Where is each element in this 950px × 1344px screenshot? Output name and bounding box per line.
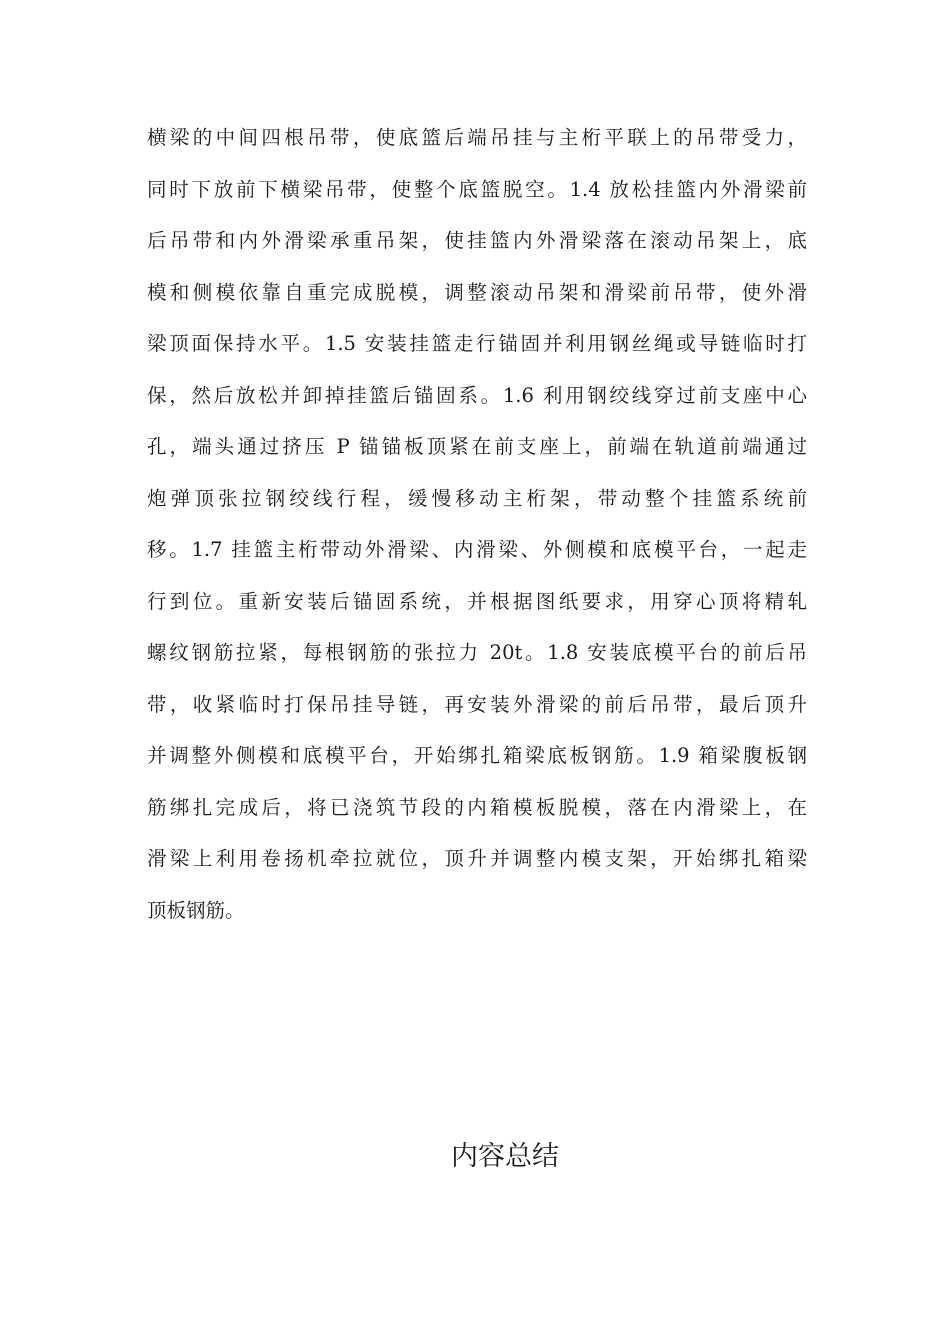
paragraph-line: 螺纹钢筋拉紧，每根钢筋的张拉力 20t。1.8 安装底模平台的前后吊 <box>147 641 807 664</box>
paragraph-line: 带，收紧临时打保吊挂导链，再安装外滑梁的前后吊带，最后顶升 <box>147 692 807 716</box>
paragraph-line: 孔，端头通过挤压 P 锚锚板顶紧在前支座上，前端在轨道前端通过 <box>147 435 807 458</box>
paragraph-line: 并调整外侧模和底模平台，开始绑扎箱梁底板钢筋。1.9 箱梁腹板钢 <box>147 744 807 767</box>
paragraph-line: 模和侧模依靠自重完成脱模，调整滚动吊架和滑梁前吊带，使外滑 <box>147 280 807 304</box>
paragraph-line: 行到位。重新安装后锚固系统，并根据图纸要求，用穿心顶将精轧 <box>147 589 807 613</box>
paragraph-line: 筋绑扎完成后，将已浇筑节段的内箱模板脱模，落在内滑梁上，在 <box>147 795 807 819</box>
paragraph-line: 梁顶面保持水平。1.5 安装挂篮走行锚固并利用钢丝绳或导链临时打 <box>147 332 807 355</box>
paragraph-line: 同时下放前下横梁吊带，使整个底篮脱空。1.4 放松挂篮内外滑梁前 <box>147 177 807 201</box>
paragraph-line: 保，然后放松并卸掉挂篮后锚固系。1.6 利用钢绞线穿过前支座中心 <box>147 383 807 407</box>
paragraph-line: 后吊带和内外滑梁承重吊架，使挂篮内外滑梁落在滚动吊架上，底 <box>147 229 807 252</box>
paragraph-line: 横梁的中间四根吊带，使底篮后端吊挂与主桁平联上的吊带受力， <box>147 126 807 149</box>
paragraph-line: 炮弹顶张拉钢绞线行程，缓慢移动主桁架，带动整个挂篮系统前 <box>147 486 807 510</box>
section-title: 内容总结 <box>451 1141 559 1172</box>
body-paragraph <box>147 118 807 942</box>
paragraph-line: 移。1.7 挂篮主桁带动外滑梁、内滑梁、外侧模和底模平台，一起走 <box>147 538 807 561</box>
paragraph-line-last: 顶板钢筋。 <box>147 898 245 922</box>
paragraph-line: 滑梁上利用卷扬机牵拉就位，顶升并调整内模支架，开始绑扎箱梁 <box>147 847 807 870</box>
